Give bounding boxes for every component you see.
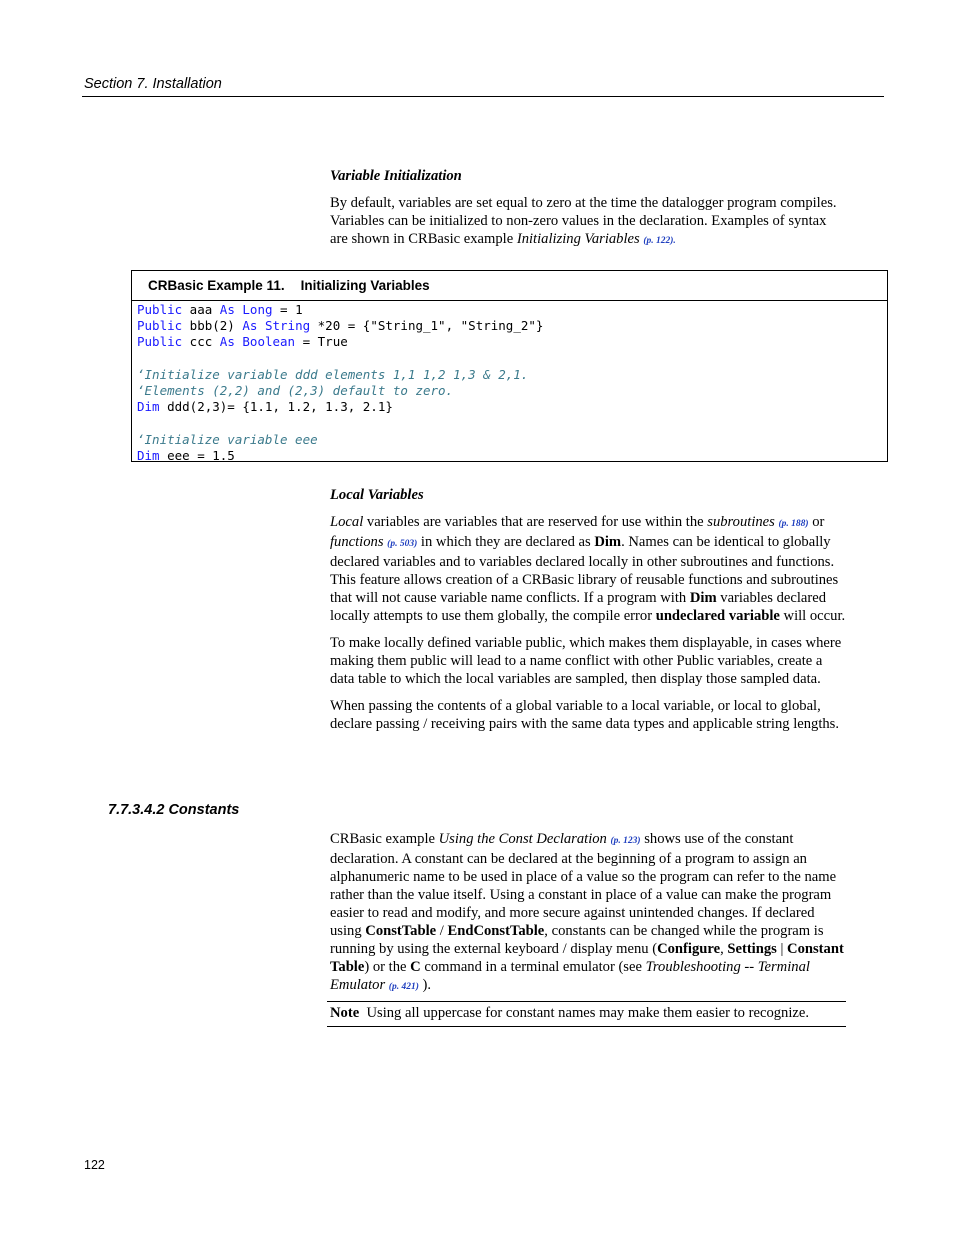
constants-heading: 7.7.3.4.2 Constants [108, 802, 240, 818]
keyword: String [264, 318, 311, 334]
text-run: ConstTable [365, 923, 437, 939]
page-number: 122 [84, 1158, 105, 1172]
keyword: As [219, 334, 235, 350]
page-ref-link[interactable]: (p. 123) [610, 836, 641, 846]
code-blank-line [137, 351, 887, 367]
code-comment: ‘Initialize variable eee [137, 431, 318, 447]
local-variables-section [330, 486, 846, 733]
text-run: functions [330, 534, 384, 550]
code-comment: ‘Initialize variable ddd elements 1,1 1,2 1,3 & 2,1. [137, 366, 529, 382]
text-run: . Names can be identical to globally declared variables and to variables declared locally in other subroutines and functions. This feature allows creation of a CRBasic library of reusable functions and subroutines that will not cause variable name conflicts. If a program with [330, 534, 839, 606]
text-run: ). [418, 977, 432, 993]
text-run: Local [330, 514, 364, 530]
constants-section [330, 830, 846, 996]
text-run: CRBasic example [330, 831, 439, 847]
code-example-name: Initializing Variables [300, 278, 430, 293]
text-run: C [410, 959, 421, 975]
text-run: variables declared locally attempts to use them globally, the compile error [330, 590, 827, 624]
keyword: Dim [137, 399, 160, 415]
text-run: , constants can be changed while the program is running by using the external keyboard / display menu ( [330, 923, 824, 957]
running-header: Section 7. Installation [84, 76, 222, 92]
text-run: Dim [689, 590, 717, 606]
xref-title: Using the Const Declaration [438, 831, 607, 847]
code-blank-line [137, 415, 887, 431]
xref-title: Troubleshooting -- Terminal Emulator [330, 959, 810, 993]
text-run: . [673, 236, 676, 246]
code-example-box [131, 270, 888, 462]
code-line [137, 448, 887, 464]
constants-paragraph [330, 830, 846, 996]
keyword: Long [242, 302, 273, 317]
text-run: Configure [657, 941, 721, 957]
text-run: Settings [727, 941, 777, 957]
xref-title: Initializing Variables [516, 231, 640, 247]
note-text: Using all uppercase for constant names may make them easier to recognize. [359, 1005, 809, 1021]
code-line [137, 318, 887, 334]
text-run: command in a terminal emulator (see [420, 959, 646, 975]
keyword: As [219, 302, 235, 317]
variable-initialization-section [330, 167, 846, 250]
text-run: in which they are declared as [417, 534, 595, 550]
text-run: subroutines [707, 514, 775, 530]
keyword: As [242, 318, 258, 334]
text-run: undeclared variable [655, 608, 780, 624]
text-run: Constant Table [330, 941, 844, 975]
code-example-title [132, 271, 887, 301]
keyword: Public [137, 318, 183, 334]
page-ref-link[interactable]: (p. 122) [643, 236, 674, 246]
code-example-number: CRBasic Example 11. [148, 278, 285, 293]
local-variables-paragraph-3: When passing the contents of a global variable to a local variable, or local to global, declare passing / receiving pairs with the same data types and applicable string lengths. [330, 698, 839, 732]
code-line [137, 334, 887, 350]
code-text: aaa [182, 302, 220, 317]
note-box [327, 1001, 846, 1027]
code-line [137, 399, 887, 415]
text-run: Dim [594, 534, 622, 550]
code-text: ccc [182, 334, 220, 350]
keyword: Dim [137, 447, 160, 463]
text-run: / [436, 923, 448, 939]
text-run: By default, variables are set equal to zero at the time the datalogger program compiles. Variables can be initialized to non-zero values in the declaration. Examples of syntax are shown in CRBasic example [330, 195, 837, 247]
code-text [257, 318, 265, 333]
local-variables-paragraph-1 [330, 513, 846, 625]
code-text: bbb(2) [182, 318, 243, 334]
code-text: eee = 1.5 [159, 447, 235, 463]
header-rule [82, 96, 884, 97]
code-text: *20 = {"String_1", "String_2"} [310, 318, 544, 334]
text-run: | [776, 941, 788, 957]
code-comment: ‘Elements (2,2) and (2,3) default to zero. [137, 383, 454, 399]
text-run: will occur. [779, 608, 846, 624]
page-ref-link[interactable]: (p. 188) [778, 519, 809, 529]
code-text: ddd(2,3)= {1.1, 1.2, 1.3, 2.1} [159, 399, 393, 415]
page-ref-link[interactable]: (p. 503) [387, 539, 418, 549]
keyword: Public [137, 334, 183, 350]
keyword: Public [137, 302, 183, 317]
code-text: = 1 [272, 302, 303, 317]
variable-initialization-heading: Variable Initialization [330, 168, 462, 184]
page-ref-link[interactable]: (p. 421) [388, 982, 419, 992]
keyword: Boolean [242, 334, 296, 350]
local-variables-heading: Local Variables [330, 487, 424, 503]
text-run: or [808, 514, 825, 530]
code-listing [132, 301, 887, 464]
text-run: EndConstTable [447, 923, 545, 939]
variable-initialization-paragraph [330, 194, 846, 250]
code-text: = True [295, 334, 348, 350]
code-line [137, 302, 887, 318]
text-run: variables are variables that are reserved for use within the [363, 514, 708, 530]
text-run: , [720, 941, 728, 957]
note-label: Note [330, 1005, 360, 1021]
text-run: ) or the [364, 959, 411, 975]
local-variables-paragraph-2: To make locally defined variable public, which makes them displayable, in cases where making them public will lead to a name conflict with other Public variables, create a data table to which the local variables are sampled, then display those sampled data. [330, 635, 842, 687]
text-run: shows use of the constant declaration. A constant can be declared at the beginning of a program to assign an alphanumeric name to be used in place of a value so the program can refer to the name rather than the value itself. Using a constant in place of a value can make the program easier to read and modify, and more secure against unintended changes. If declared using [330, 831, 837, 939]
